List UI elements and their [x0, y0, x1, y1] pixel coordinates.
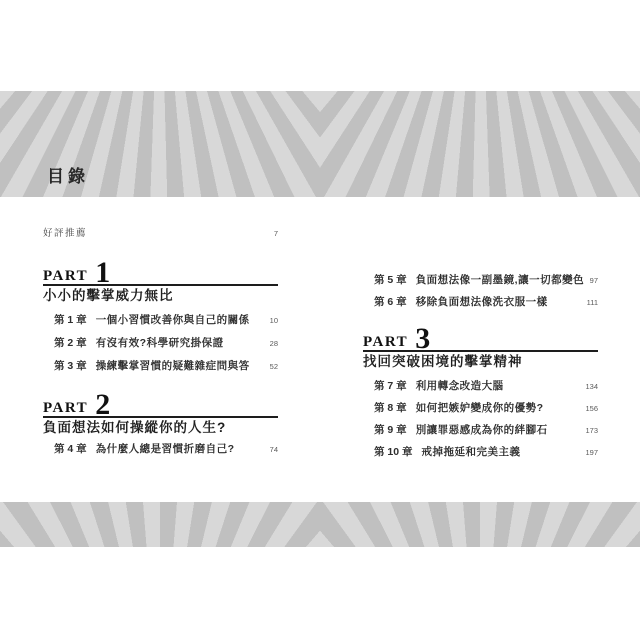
bottom-sunburst-right-half	[320, 502, 640, 547]
toc-entry-ch2	[43, 338, 278, 349]
chapter-title: 一個小習慣改善你與自己的關係	[95, 314, 250, 326]
chapter-page-number: 97	[589, 276, 598, 285]
toc-entry-ch5	[363, 275, 598, 286]
page-title: 目錄	[47, 167, 89, 186]
part-2-subtitle: 負面想法如何操縱你的人生?	[43, 420, 227, 435]
chapter-title: 別讓罪惡感成為你的絆腳石	[415, 424, 548, 436]
chapter-page-number: 134	[585, 382, 598, 391]
chapter-page-number: 10	[269, 316, 278, 325]
toc-entry-ch1	[43, 315, 278, 326]
front-matter-page-number: 7	[273, 229, 278, 238]
part-3-heading	[363, 321, 598, 355]
chapter-title: 負面想法像一副墨鏡,讓一切都變色	[415, 274, 585, 286]
chapter-page-number: 74	[269, 445, 278, 454]
chapter-page-number: 111	[586, 298, 598, 307]
toc-entry-ch8	[363, 403, 598, 414]
chapter-title: 操練擊掌習慣的疑難雜症問與答	[95, 360, 250, 372]
chapter-title: 移除負面想法像洗衣服一樣	[415, 296, 548, 308]
chapter-title: 有沒有效?科學研究掛保證	[95, 337, 224, 349]
toc-entry-ch4	[43, 444, 278, 455]
toc-entry-ch7	[363, 381, 598, 392]
part-1-word: PART	[43, 268, 89, 284]
top-sunburst-band	[0, 91, 640, 197]
chapter-title: 戒掉拖延和完美主義	[421, 446, 521, 458]
part-3-subtitle: 找回突破困境的擊掌精神	[363, 354, 523, 369]
chapter-page-number: 28	[269, 339, 278, 348]
chapter-title: 利用轉念改造大腦	[415, 380, 504, 392]
chapter-page-number: 156	[585, 404, 598, 413]
toc-entry-ch3	[43, 361, 278, 372]
part-1-subtitle: 小小的擊掌威力無比	[43, 288, 174, 303]
bottom-sunburst-band	[0, 502, 640, 547]
part-1-number: 1	[95, 255, 111, 289]
chapter-page-number: 197	[585, 448, 598, 457]
chapter-page-number: 52	[269, 362, 278, 371]
bottom-sunburst-left-half	[0, 502, 320, 547]
chapter-label: 第 5 章	[374, 274, 407, 286]
toc-entry-ch10	[363, 447, 598, 458]
chapter-title: 如何把嫉妒變成你的優勢?	[415, 402, 544, 414]
chapter-label: 第 7 章	[374, 380, 407, 392]
chapter-label: 第 4 章	[54, 443, 87, 455]
chapter-label: 第 8 章	[374, 402, 407, 414]
part-2-number: 2	[95, 387, 111, 421]
part-3-word: PART	[363, 334, 409, 350]
part-2-heading	[43, 387, 278, 421]
front-matter-label: 好評推薦	[43, 228, 88, 239]
right-page-column	[363, 250, 598, 458]
part-3-number: 3	[415, 321, 431, 355]
part-2-word: PART	[43, 400, 89, 416]
chapter-title: 為什麼人總是習慣折磨自己?	[95, 443, 235, 455]
toc-entry-ch6	[363, 297, 598, 308]
chapter-label: 第 10 章	[374, 446, 413, 458]
chapter-page-number: 173	[585, 426, 598, 435]
chapter-label: 第 6 章	[374, 296, 407, 308]
chapter-label: 第 1 章	[54, 314, 87, 326]
front-matter-row	[43, 228, 278, 239]
left-page-column	[43, 215, 278, 455]
toc-entry-ch9	[363, 425, 598, 436]
chapter-label: 第 9 章	[374, 424, 407, 436]
chapter-label: 第 3 章	[54, 360, 87, 372]
top-sunburst-right-half	[320, 91, 640, 197]
part-1-heading	[43, 255, 278, 289]
chapter-label: 第 2 章	[54, 337, 87, 349]
